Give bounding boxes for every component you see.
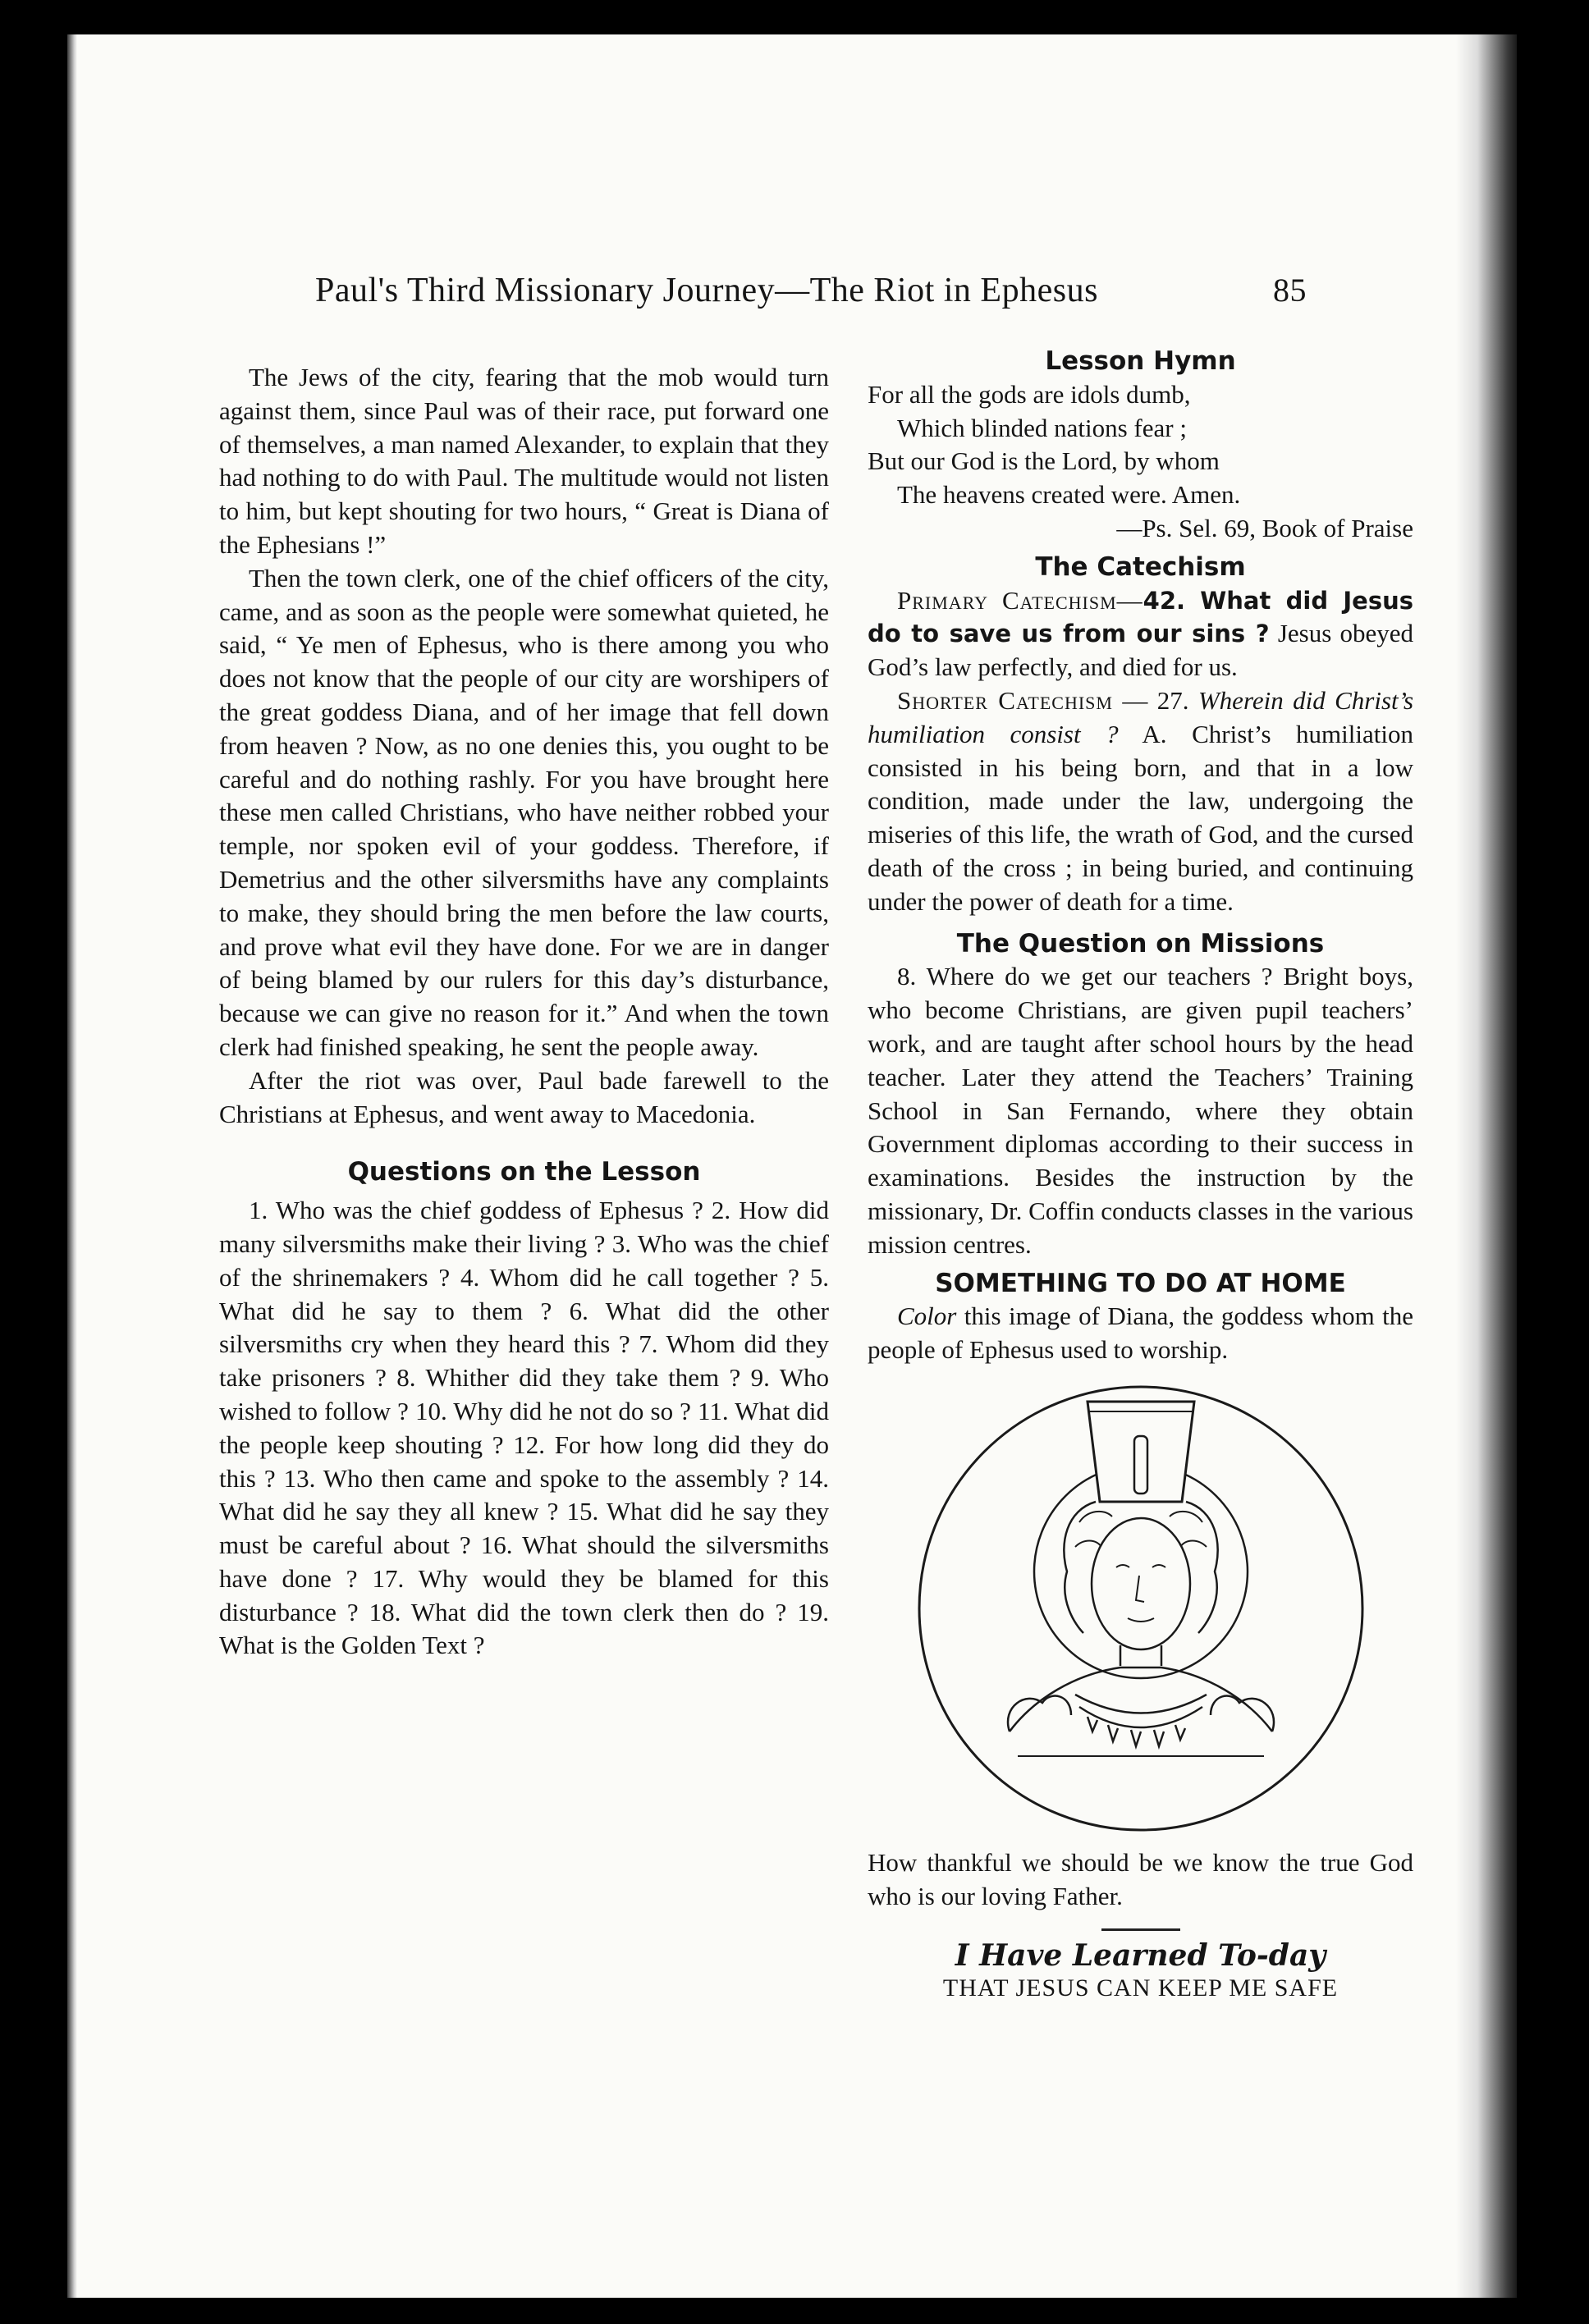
hymn-verse bbox=[868, 378, 1413, 512]
primary-catechism bbox=[868, 584, 1413, 684]
hymn-line: Which blinded nations fear ; bbox=[897, 413, 1187, 442]
catechism-heading: The Catechism bbox=[1035, 551, 1246, 582]
shorter-catechism-answer: A. Christ’s humiliation consisted in his being born, and that in a low condition, made under the law, undergoing the miseries of this life, the wrath of God, and the cursed death of the cross ; in being buried, and continuing under the power of death for a time. bbox=[868, 719, 1413, 916]
book-page bbox=[67, 34, 1517, 2298]
home-text: this image of Diana, the goddess whom the people of Ephesus used to worship. bbox=[868, 1302, 1413, 1365]
primary-catechism-label: Primary Catechism— bbox=[897, 585, 1143, 615]
left-column bbox=[219, 361, 829, 1663]
home-instructions bbox=[868, 1300, 1413, 1367]
hymn-heading: Lesson Hymn bbox=[1045, 346, 1236, 376]
page-number: 85 bbox=[1273, 272, 1307, 309]
right-column bbox=[868, 345, 1413, 2006]
paragraph-town-clerk: Then the town clerk, one of the chief officers of the city, came, and as soon as the people were somewhat quieted, he said, “ Ye men of Ephesus, who is there among you who does not know that the people of our city are worshipers of the great goddess Diana, and of her image that fell down from heaven ? Now, as no one denies this, you ought to be careful and do nothing rashly. For you have brought here these men called Christians, who have neither robbed your temple, nor spoken evil of your goddess. Therefore, if Demetrius and the other silversmiths have any complaints to make, they should bring the men before the law courts, and prove what evil they have done. For we are in danger of being blamed by our rulers for this day’s disturbance, because we can give no reason for it.” And when the town clerk had finished speaking, he sent the people away. bbox=[219, 563, 829, 1061]
page-gutter bbox=[67, 34, 77, 2298]
questions-heading: Questions on the Lesson bbox=[347, 1157, 701, 1187]
questions-text: 1. Who was the chief goddess of Ephesus ? 2. How did many silversmiths make their living ? 3. Who was the chief of the shrinemakers ? 4. Whom did he call together ? 5. What did he say to them ? 6. What did the other silversmiths cry when they heard this ? 7. Whom did they take prisoners ? 8. Whither did they take them ? 9. Who wished to follow ? 10. Why did he not do so ? 11. What did the people keep shouting ? 12. For how long did they do this ? 13. Who then came and spoke to the assembly ? 14. What did he say they all knew ? 15. What did he say they must be careful about ? 16. What should the silversmiths have done ? 17. Why would they be blamed for this disturbance ? 18. What did the town clerk then do ? 19. What is the Golden Text ? bbox=[219, 1196, 829, 1660]
running-header bbox=[315, 271, 1307, 310]
home-color-word: Color bbox=[897, 1302, 957, 1331]
diana-image bbox=[911, 1379, 1371, 1838]
shorter-catechism bbox=[868, 684, 1413, 919]
shorter-catechism-question: Wherein did Christ’s humiliation consist ? bbox=[868, 685, 1414, 748]
hymn-attribution: —Ps. Sel. 69, Book of Praise bbox=[1116, 513, 1413, 542]
hymn-line: But our God is the Lord, by whom bbox=[868, 446, 1220, 476]
primary-catechism-question: 42. What did Jesus do to save us from our sins ? bbox=[868, 586, 1413, 648]
paragraph-farewell: After the riot was over, Paul bade farewell to the Christians at Ephesus, and went away to Macedonia. bbox=[219, 1065, 829, 1128]
missions-text: 8. Where do we get our teachers ? Bright boys, who become Christians, are given pupil teachers’ work, and are taught after school hours by the head teacher. Later they attend the Teachers’ Training School in San Fernando, where they obtain Government diplomas according to their success in examinations. Besides the instruction by the missionary, Dr. Coffin conducts classes in the various mission centres. bbox=[868, 962, 1413, 1259]
divider-rule bbox=[1101, 1928, 1180, 1931]
thankful-text: How thankful we should be we know the true God who is our loving Father. bbox=[868, 1847, 1413, 1910]
learned-heading: I Have Learned To-day bbox=[955, 1937, 1326, 1973]
primary-catechism-answer: Jesus obeyed God’s law perfectly, and died for us. bbox=[868, 619, 1413, 682]
hymn-line: The heavens created were. Amen. bbox=[897, 480, 1241, 510]
home-heading: SOMETHING TO DO AT HOME bbox=[935, 1268, 1346, 1298]
running-title: Paul's Third Missionary Journey—The Riot in Ephesus bbox=[315, 272, 1098, 309]
paragraph-jews: The Jews of the city, fearing that the mob would turn against them, since Paul was of their race, put forward one of themselves, a man named Alexander, to explain that they had nothing to do with Paul. The multitude would not listen to him, but kept shouting for two hours, “ Great is Diana of the Ephesians !” bbox=[219, 363, 829, 559]
page-edge-shadow bbox=[1456, 34, 1517, 2298]
shorter-catechism-number: — 27. bbox=[1122, 685, 1189, 715]
missions-heading: The Question on Missions bbox=[956, 928, 1325, 958]
hymn-line: For all the gods are idols dumb, bbox=[868, 379, 1191, 409]
shorter-catechism-label: Shorter Catechism bbox=[897, 685, 1113, 715]
learned-text: THAT JESUS CAN KEEP ME SAFE bbox=[942, 1974, 1339, 2002]
